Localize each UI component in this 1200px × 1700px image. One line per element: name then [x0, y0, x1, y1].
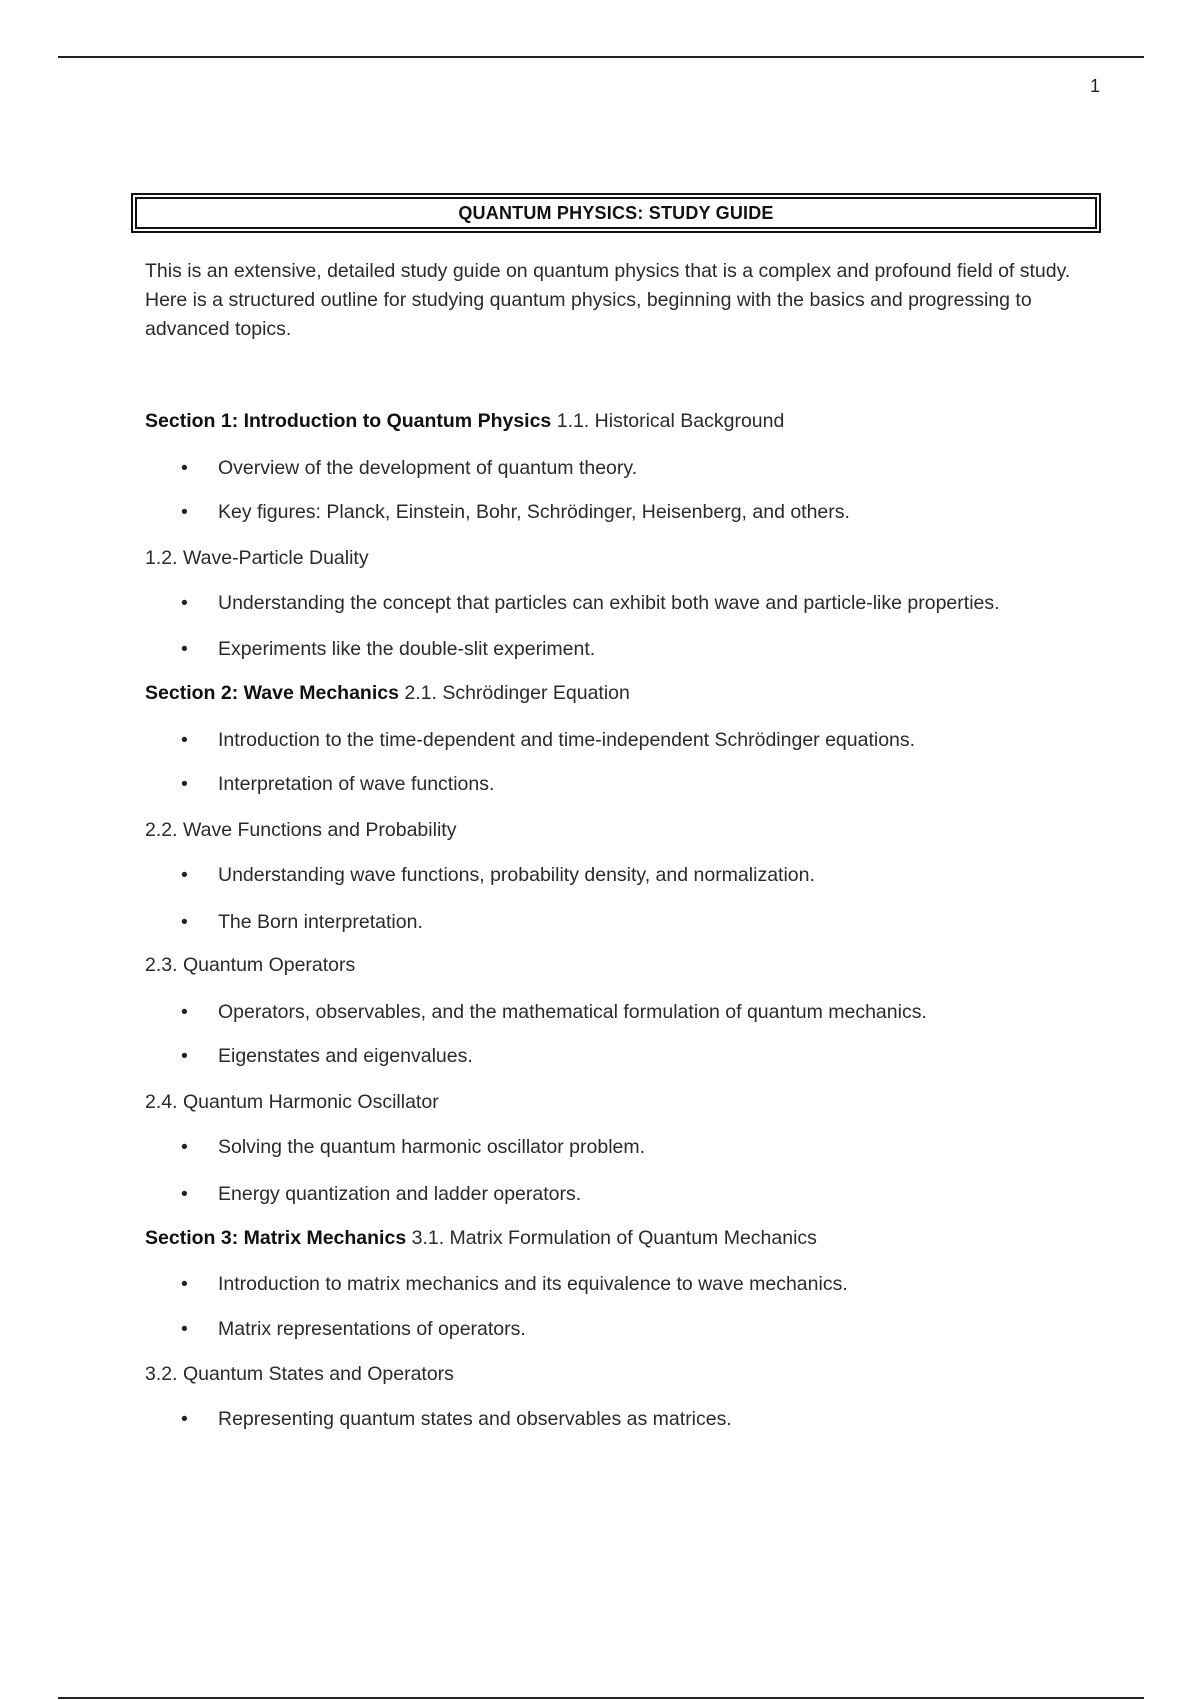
bullet-icon: •	[181, 592, 188, 614]
bullet-icon: •	[181, 1183, 188, 1205]
subsection-1-1-title: 1.1. Historical Background	[556, 410, 785, 432]
section-1-line	[145, 409, 784, 433]
section-2-heading: Section 2: Wave Mechanics	[145, 682, 399, 704]
list-item-text: Operators, observables, and the mathematical formulation of quantum mechanics.	[218, 1001, 927, 1023]
list-item	[181, 1182, 581, 1206]
section-3-heading: Section 3: Matrix Mechanics	[145, 1227, 407, 1249]
list-item-text: Key figures: Planck, Einstein, Bohr, Schrödinger, Heisenberg, and others.	[218, 501, 850, 523]
list-item	[181, 910, 423, 934]
bullet-icon: •	[181, 501, 188, 523]
list-item	[181, 863, 815, 887]
list-item	[181, 1044, 473, 1068]
subsection-3-1-title: 3.1. Matrix Formulation of Quantum Mechanics	[411, 1227, 817, 1249]
intro-paragraph: This is an extensive, detailed study guide on quantum physics that is a complex and profound field of study. Here is a structured outline for studying quantum physics, beginning with the basics and progressing to advanced topics.	[145, 260, 1071, 340]
list-item-text: Overview of the development of quantum theory.	[218, 457, 638, 479]
list-item-text: Solving the quantum harmonic oscillator problem.	[218, 1136, 646, 1158]
list-item	[181, 1000, 927, 1024]
list-item	[181, 1272, 848, 1296]
section-2-line	[145, 681, 630, 705]
list-item-text: Energy quantization and ladder operators.	[218, 1183, 582, 1205]
subsection-3-2-title: 3.2. Quantum States and Operators	[145, 1363, 454, 1385]
list-item	[181, 1135, 645, 1159]
header-rule	[58, 56, 1144, 58]
bullet-icon: •	[181, 1318, 188, 1340]
document-title: QUANTUM PHYSICS: STUDY GUIDE	[458, 202, 774, 223]
bullet-icon: •	[181, 773, 188, 795]
bullet-icon: •	[181, 911, 188, 933]
list-item	[181, 591, 1000, 615]
list-item	[181, 637, 595, 661]
list-item-text: Understanding wave functions, probability density, and normalization.	[218, 864, 815, 886]
list-item	[181, 1407, 732, 1431]
list-item-text: Understanding the concept that particles can exhibit both wave and particle-like properties.	[218, 592, 1000, 614]
list-item-text: Interpretation of wave functions.	[218, 773, 495, 795]
list-item-text: Matrix representations of operators.	[218, 1318, 526, 1340]
list-item-text: Introduction to the time-dependent and time-independent Schrödinger equations.	[218, 729, 916, 751]
list-item-text: Representing quantum states and observables as matrices.	[218, 1408, 732, 1430]
list-item	[181, 728, 915, 752]
section-3-line	[145, 1226, 817, 1250]
page-number: 1	[1089, 76, 1100, 96]
bullet-icon: •	[181, 457, 188, 479]
bullet-icon: •	[181, 1001, 188, 1023]
subsection-2-2-title: 2.2. Wave Functions and Probability	[145, 819, 457, 841]
list-item-text: Eigenstates and eigenvalues.	[218, 1045, 473, 1067]
bullet-icon: •	[181, 1136, 188, 1158]
bullet-icon: •	[181, 864, 188, 886]
footer-rule	[58, 1697, 1144, 1699]
bullet-icon: •	[181, 1045, 188, 1067]
list-item-text: Introduction to matrix mechanics and its equivalence to wave mechanics.	[218, 1273, 848, 1295]
list-item-text: Experiments like the double-slit experiment.	[218, 638, 596, 660]
list-item	[181, 456, 637, 480]
list-item	[181, 500, 850, 524]
list-item	[181, 772, 494, 796]
list-item	[181, 1317, 526, 1341]
subsection-1-2-title: 1.2. Wave-Particle Duality	[145, 547, 369, 569]
bullet-icon: •	[181, 729, 188, 751]
bullet-icon: •	[181, 638, 188, 660]
subsection-2-4-title: 2.4. Quantum Harmonic Oscillator	[145, 1091, 439, 1113]
subsection-2-1-title: 2.1. Schrödinger Equation	[404, 682, 630, 704]
section-1-heading: Section 1: Introduction to Quantum Physics	[145, 410, 552, 432]
bullet-icon: •	[181, 1408, 188, 1430]
subsection-2-3-title: 2.3. Quantum Operators	[145, 954, 356, 976]
list-item-text: The Born interpretation.	[218, 911, 423, 933]
bullet-icon: •	[181, 1273, 188, 1295]
title-box	[131, 193, 1101, 233]
